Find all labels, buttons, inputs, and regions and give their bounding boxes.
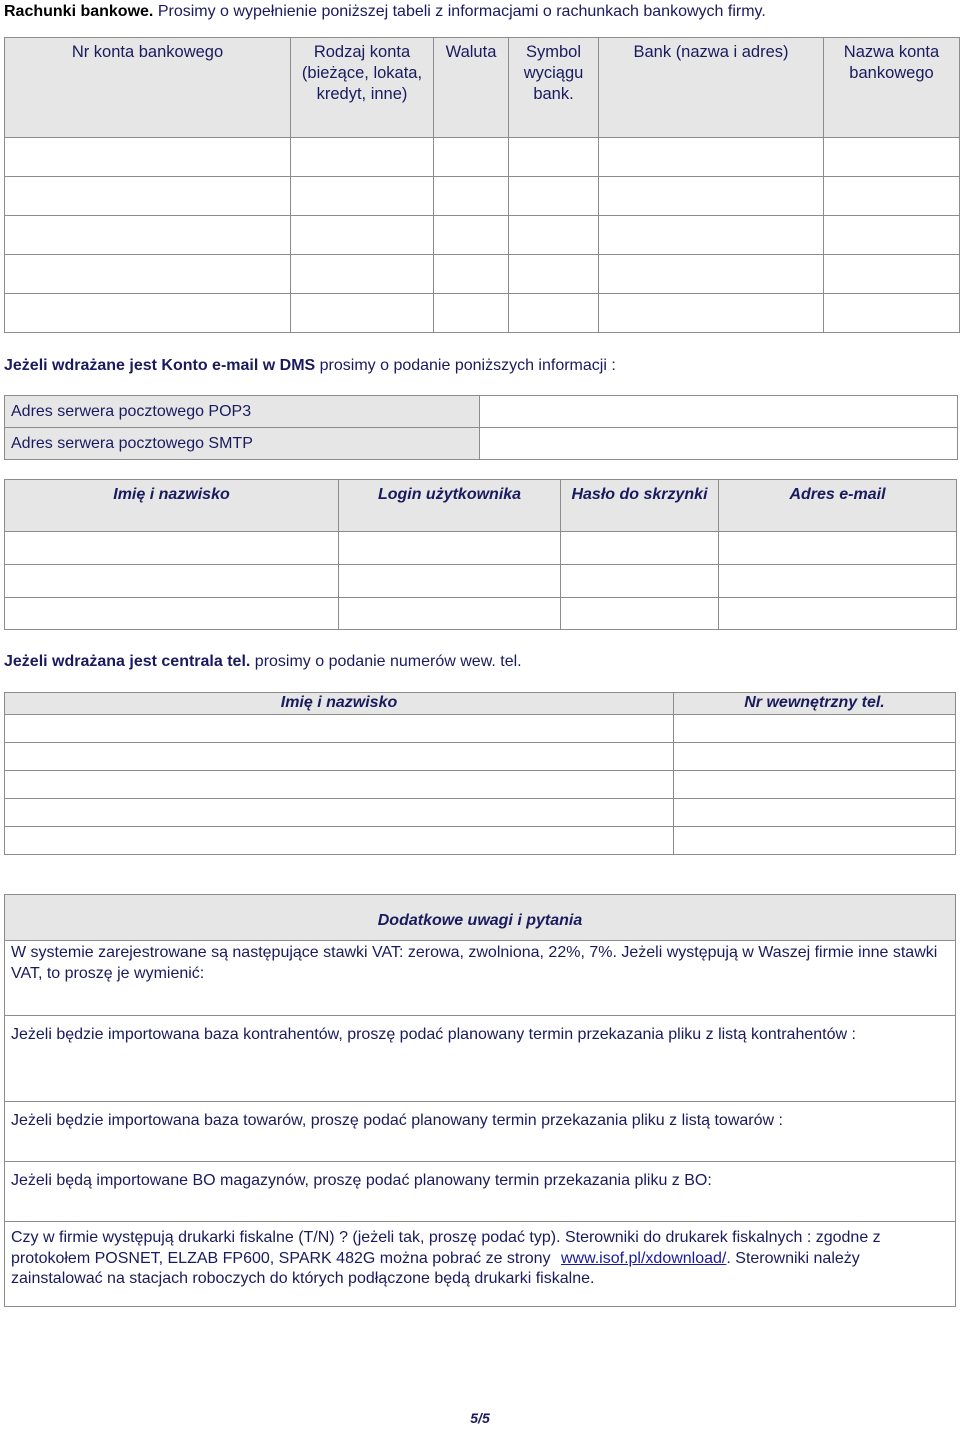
table-cell[interactable] [5,598,339,630]
table-cell[interactable] [5,565,339,598]
notes-header: Dodatkowe uwagi i pytania [5,895,956,941]
table-row [5,216,960,255]
table-cell[interactable] [5,138,291,177]
table-cell[interactable] [509,177,599,216]
goods-import-text: Jeżeli będzie importowana baza towarów, proszę podać planowany termin przekazania pliku z listą towarów : [11,1112,783,1129]
table-row [5,1222,956,1307]
additional-notes-table [4,894,956,1307]
table-row [5,598,957,630]
table-cell[interactable] [509,216,599,255]
email-table-header-row [5,480,957,532]
table-cell[interactable] [291,177,434,216]
table-cell[interactable] [339,532,561,565]
contractors-import-question[interactable] [5,1016,956,1102]
bank-section-title: Rachunki bankowe. [4,3,154,20]
table-cell[interactable] [599,216,824,255]
table-cell[interactable] [5,743,674,771]
table-row [5,428,958,460]
col-mailbox-password: Hasło do skrzynki [561,480,719,532]
notes-header-row [5,895,956,941]
smtp-label: Adres serwera pocztowego SMTP [5,428,480,460]
table-cell[interactable] [291,294,434,333]
table-cell[interactable] [719,598,957,630]
table-cell[interactable] [674,771,956,799]
col-currency: Waluta [434,38,509,138]
phone-section-instruction: prosimy o podanie numerów wew. tel. [254,653,522,670]
table-cell[interactable] [561,598,719,630]
bank-table-header-row [5,38,960,138]
table-cell[interactable] [509,255,599,294]
table-cell[interactable] [674,715,956,743]
col-bank-name-address: Bank (nazwa i adres) [599,38,824,138]
table-row [5,138,960,177]
table-cell[interactable] [339,565,561,598]
table-row [5,1162,956,1222]
col-account-type: Rodzaj konta (bieżące, lokata, kredyt, inne) [291,38,434,138]
table-row [5,396,958,428]
mail-server-table [4,395,958,460]
col-full-name: Imię i nazwisko [5,480,339,532]
table-cell[interactable] [824,216,960,255]
col-statement-symbol: Symbol wyciągu bank. [509,38,599,138]
table-cell[interactable] [824,294,960,333]
phone-section-title: Jeżeli wdrażana jest centrala tel. [4,653,251,670]
table-row [5,827,956,855]
vat-rates-text: W systemie zarejestrowane są następujące stawki VAT: zerowa, zwolniona, 22%, 7%. Jeżeli występują w Waszej firmie inne stawki VAT, to proszę je wymienić: [11,944,938,982]
page-number: 5/5 [470,1410,490,1426]
col-login: Login użytkownika [339,480,561,532]
phone-section-intro [4,652,522,672]
table-row [5,1016,956,1102]
fiscal-printers-question[interactable] [5,1222,956,1307]
table-cell[interactable] [561,565,719,598]
table-row [5,799,956,827]
col-email-address: Adres e-mail [719,480,957,532]
table-cell[interactable] [824,177,960,216]
phone-table-header-row [5,693,956,715]
table-cell[interactable] [5,294,291,333]
table-row [5,715,956,743]
table-cell[interactable] [5,827,674,855]
table-row [5,941,956,1016]
phone-extensions-table [4,692,956,855]
bank-section-intro [4,2,766,22]
table-cell[interactable] [434,216,509,255]
table-cell[interactable] [5,177,291,216]
table-row [5,565,957,598]
col-account-number: Nr konta bankowego [5,38,291,138]
col-phone-full-name: Imię i nazwisko [5,693,674,715]
table-cell[interactable] [719,565,957,598]
table-cell[interactable] [674,799,956,827]
table-cell[interactable] [509,294,599,333]
table-cell[interactable] [339,598,561,630]
bank-section-instruction: Prosimy o wypełnienie poniższej tabeli z informacjami o rachunkach bankowych firmy. [157,3,766,20]
table-cell[interactable] [719,532,957,565]
table-cell[interactable] [5,532,339,565]
table-cell[interactable] [5,255,291,294]
table-row [5,532,957,565]
contractors-import-text: Jeżeli będzie importowana baza kontrahentów, proszę podać planowany termin przekazania pliku z listą kontrahentów : [11,1026,856,1043]
col-extension-number: Nr wewnętrzny tel. [674,693,956,715]
pop3-label: Adres serwera pocztowego POP3 [5,396,480,428]
drivers-download-link[interactable]: www.isof.pl/xdownload/ [560,1249,727,1267]
email-accounts-table [4,479,957,630]
smtp-field[interactable] [480,428,958,460]
table-cell[interactable] [434,138,509,177]
table-cell[interactable] [599,177,824,216]
col-account-name: Nazwa konta bankowego [824,38,960,138]
table-cell[interactable] [291,255,434,294]
table-row [5,255,960,294]
table-cell[interactable] [674,827,956,855]
bank-accounts-table [4,37,960,333]
table-cell[interactable] [434,294,509,333]
table-row [5,294,960,333]
table-cell[interactable] [291,216,434,255]
table-cell[interactable] [509,138,599,177]
table-row [5,771,956,799]
table-cell[interactable] [5,799,674,827]
table-row [5,743,956,771]
vat-rates-question[interactable] [5,941,956,1016]
table-cell[interactable] [824,138,960,177]
table-cell[interactable] [434,177,509,216]
goods-import-question[interactable] [5,1102,956,1162]
fiscal-printers-install-text: . Sterowniki należy zainstalować na stacjach roboczych do których podłączone będą drukarki fiskalne. [11,1249,860,1287]
bo-import-text: Jeżeli będą importowane BO magazynów, proszę podać planowany termin przekazania pliku z BO: [11,1172,712,1189]
table-row [5,1102,956,1162]
fiscal-printers-text: Czy w firmie występują drukarki fiskalne (T/N) ? (jeżeli tak, proszę podać typ). Sterowniki do drukarek fiskalnych : zgodne z protokołem POSNET, ELZAB FP600, SPARK 482G można pobrać ze strony [11,1229,881,1267]
email-section-instruction: prosimy o podanie poniższych informacji : [319,357,616,374]
table-cell[interactable] [561,532,719,565]
table-cell[interactable] [291,138,434,177]
table-cell[interactable] [674,743,956,771]
table-cell[interactable] [824,255,960,294]
email-section-intro [4,356,616,376]
bo-import-question[interactable] [5,1162,956,1222]
email-section-title: Jeżeli wdrażane jest Konto e-mail w DMS [4,357,316,374]
table-cell[interactable] [599,138,824,177]
table-row [5,177,960,216]
table-cell[interactable] [599,255,824,294]
table-cell[interactable] [5,216,291,255]
table-cell[interactable] [5,715,674,743]
table-cell[interactable] [599,294,824,333]
table-cell[interactable] [5,771,674,799]
table-cell[interactable] [434,255,509,294]
pop3-field[interactable] [480,396,958,428]
